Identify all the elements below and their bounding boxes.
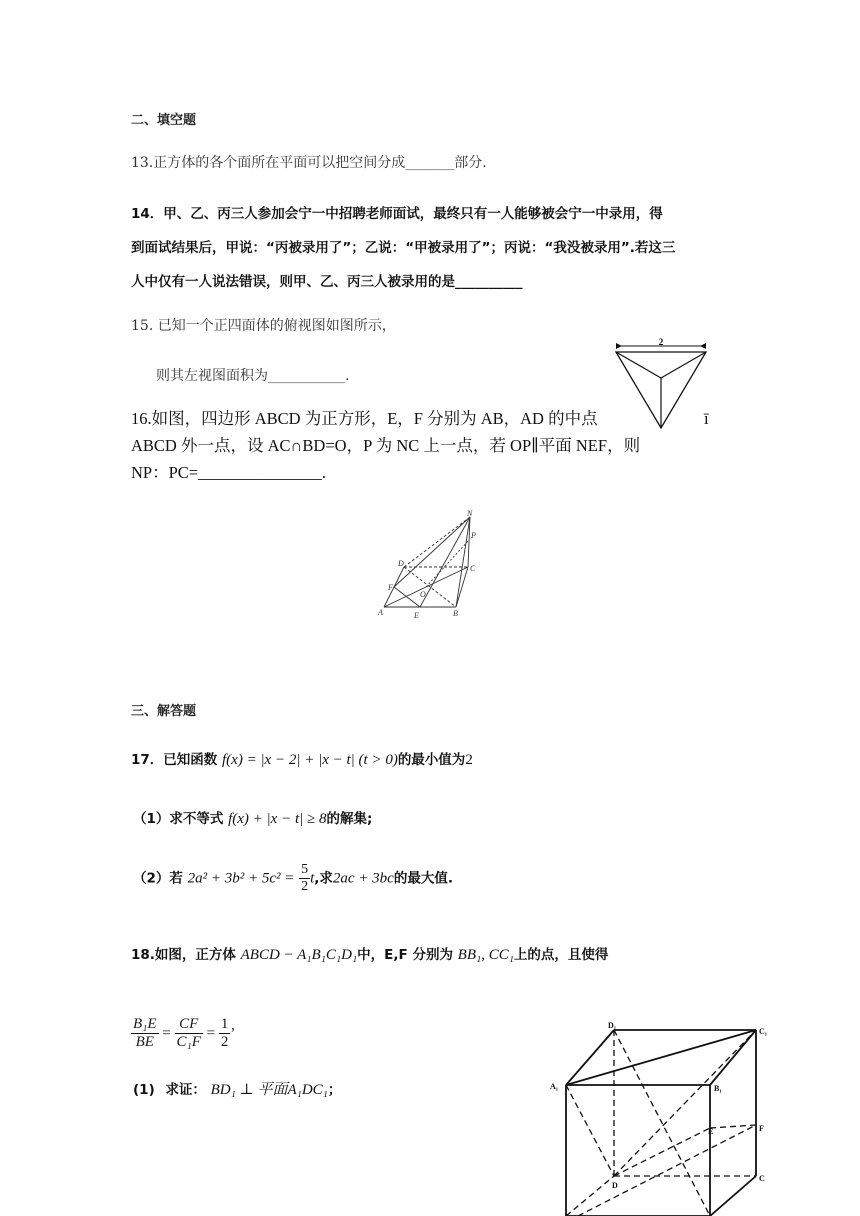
- question-17-part-2: [133, 862, 453, 895]
- label-A1: A₁: [550, 1082, 559, 1091]
- label-E: E: [708, 1127, 714, 1136]
- q18-mid: 中，E,F 分别为: [357, 947, 453, 963]
- q17-function: f(x) = |x − 2| + |x − t| (t > 0): [222, 752, 398, 768]
- q18-ratio-tail: ’: [230, 1025, 236, 1042]
- q17-p1-tail: 的解集;: [326, 811, 373, 827]
- q18-edges: BB₁, CC₁: [457, 947, 514, 963]
- q17-min-value: 2: [465, 752, 473, 768]
- label-D1: D₁: [608, 1021, 617, 1030]
- q18-tail: 上的点，且使得: [513, 947, 609, 963]
- q17-p2-frac-numerator: 5: [301, 862, 309, 877]
- q17-p1-number: （1）: [133, 811, 170, 827]
- q17-p1-inequality: f(x) + |x − t| ≥ 8: [228, 811, 327, 827]
- q18-frac1-numerator: B₁E: [133, 1016, 157, 1032]
- q17-number: 17．: [131, 752, 164, 768]
- question-15-line-1: 15. 已知一个正四面体的俯视图如图所示，: [131, 318, 396, 334]
- q17-p2-lead: 若: [169, 870, 183, 887]
- question-14-line-3: 人中仅有一人说法错误，则甲、乙、丙三人被录用的是__________: [131, 274, 523, 290]
- q18-frac2-numerator: CF: [175, 1016, 203, 1034]
- q17-lead: 已知函数: [163, 752, 218, 768]
- q18-p1-tail: ；: [327, 1082, 342, 1098]
- label-C: C: [759, 1174, 765, 1183]
- q18-ratio-equation: $\frac{\text{B₁E}}{BE}$ = $\frac{CF}{\text{C₁F}}$ = $\frac{1}{2}$ ’: [133, 1016, 236, 1050]
- q18-frac1-denominator: BE: [135, 1034, 154, 1050]
- pyramid-figure: [370, 505, 490, 625]
- label-O: O: [420, 590, 426, 599]
- question-18: [131, 943, 608, 964]
- q18-fraction-2: [175, 1016, 203, 1051]
- q18-cube-name: ABCD − A₁B₁C₁D₁: [240, 947, 358, 963]
- q17-p2-tail: 的最大值.: [393, 870, 453, 887]
- q18-p1-number: (1): [133, 1082, 155, 1098]
- q18-frac3-numerator: 1: [220, 1016, 229, 1032]
- label-B1: B₁: [714, 1084, 722, 1093]
- q17-p1-lead: 求不等式: [169, 811, 224, 827]
- question-18-part-1: [133, 1078, 341, 1099]
- q18-fraction-1: [131, 1016, 159, 1051]
- label-C1: C₁: [759, 1027, 768, 1036]
- q18-p1-lead: 求证：: [165, 1082, 206, 1098]
- question-17: [131, 748, 473, 769]
- question-14-line-1: 14．甲、乙、丙三人参加会宁一中招聘老师面试，最终只有一人能够被会宁一中录用，得: [131, 206, 663, 222]
- question-16-line-1: 16.如图，四边形 ABCD 为正方形，E，F 分别为 AB，AD 的中点: [131, 409, 598, 428]
- label-A: A: [378, 608, 383, 617]
- cube-figure: [548, 1018, 778, 1216]
- question-17-part-1: [133, 807, 372, 828]
- question-13: 13.正方体的各个面所在平面可以把空间分成_______部分.: [131, 155, 487, 171]
- edge-length-label: 2: [658, 337, 664, 347]
- section-heading-solutions: 三、解答题: [131, 704, 197, 719]
- label-P: P: [471, 531, 476, 540]
- label-C: C: [470, 564, 476, 573]
- q18-lead: 如图，正方体: [154, 947, 236, 963]
- label-D: D: [398, 559, 404, 568]
- question-15-line-2: 则其左视图面积为___________.: [156, 368, 350, 384]
- q17-p2-objective: 2ac + 3bc: [332, 870, 394, 887]
- label-F: F: [388, 583, 393, 592]
- label-B: B: [453, 609, 458, 618]
- q17-p2-t: t: [310, 870, 315, 887]
- q17-p2-constraint: 2a² + 3b² + 5c² =: [187, 870, 295, 887]
- question-16-line-2: ABCD 外一点，设 AC∩BD=O，P 为 NC 上一点，若 OP∥平面 NEF，则: [131, 436, 641, 455]
- q18-frac3-denominator: 2: [220, 1034, 229, 1050]
- q18-p1-statement: BD₁ ⊥ 平面A₁DC₁: [210, 1082, 328, 1098]
- label-F: F: [759, 1124, 764, 1133]
- question-14-line-2: 到面试结果后，甲说：“丙被录用了”；乙说：“甲被录用了”；丙说：“我没被录用”.若这三: [131, 240, 676, 256]
- label-D: D: [612, 1181, 618, 1190]
- q17-p2-frac-denominator: 2: [301, 879, 309, 894]
- question-16-line-3: NP：PC=_______________.: [131, 463, 326, 482]
- q17-tail: 的最小值为: [397, 752, 466, 768]
- q18-frac2-denominator: C₁F: [176, 1034, 201, 1050]
- q17-p2-fraction: [299, 862, 310, 895]
- q18-fraction-3: [219, 1016, 231, 1051]
- label-E: E: [414, 611, 419, 620]
- section-heading-fill-blank: 二、填空题: [131, 113, 197, 128]
- label-N: N: [467, 509, 473, 518]
- q17-p2-number: （2）: [133, 870, 170, 887]
- q18-number: 18.: [131, 947, 155, 963]
- q17-p2-mid: ,求: [314, 870, 333, 887]
- question-16-line-1-tail: ī: [704, 409, 709, 428]
